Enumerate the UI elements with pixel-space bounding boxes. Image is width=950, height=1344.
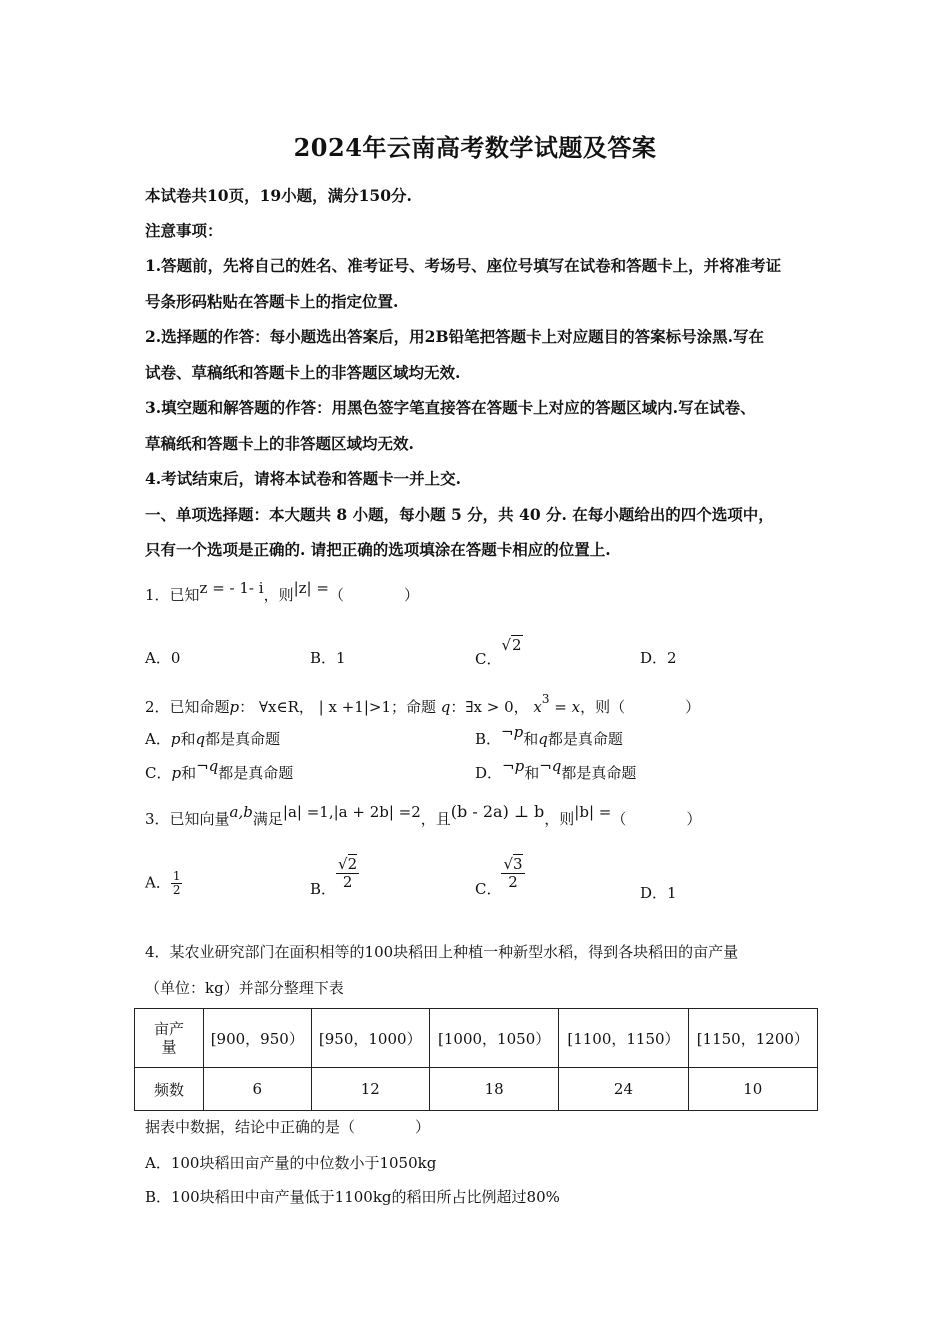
table-row <box>135 1009 818 1068</box>
q2-exp: 3 <box>541 692 550 706</box>
table-cell: [1100，1150） <box>559 1009 688 1068</box>
question-4-prompt: 据表中数据，结论中正确的是（ ） <box>145 1118 431 1136</box>
table-cell: [950，1000） <box>311 1009 429 1068</box>
opt-and: 和 <box>181 764 197 782</box>
q2-option-d <box>475 757 637 783</box>
numerator: √3 <box>503 855 523 873</box>
opt-label: D． <box>475 764 503 782</box>
numerator: √2 <box>338 855 358 873</box>
q2-abs: | x +1|>1 <box>318 698 391 716</box>
q2-p: p <box>229 698 240 716</box>
table-cell: 24 <box>559 1068 688 1111</box>
q3-ask: |b| = <box>574 803 612 821</box>
opt-text: 都是真命题 <box>547 730 623 748</box>
intro-text: 本试卷共10页，19小题，满分150分. <box>145 186 412 205</box>
q3-then: ，则 <box>544 810 575 828</box>
q2-option-b <box>475 723 623 749</box>
table-cell: [1150，1200） <box>688 1009 817 1068</box>
question-4-line-2: （单位：kg）并部分整理下表 <box>145 979 344 997</box>
q1-option-c-value: 2 <box>512 636 522 654</box>
opt-label: B． <box>310 879 337 898</box>
denominator: 2 <box>172 883 181 897</box>
opt-var: q <box>195 730 206 748</box>
q2-eq-rest: = x <box>549 698 581 716</box>
q3-prefix: 3．已知向量 <box>145 810 230 828</box>
q1-option-b: B．1 <box>310 649 346 667</box>
section-heading: 一、单项选择题：本大题共 8 小题，每小题 5 分，共 40 分. 在每小题给出的四个选项中， <box>145 505 774 524</box>
opt-label: B． <box>475 730 502 748</box>
table-cell: 12 <box>311 1068 429 1111</box>
notice-line: 号条形码粘贴在答题卡上的指定位置. <box>145 292 399 311</box>
notice-line: 4.考试结束后，请将本试卷和答题卡一并上交. <box>145 469 462 488</box>
document-title: 2024年云南高考数学试题及答案 <box>293 133 657 162</box>
q3-option-c <box>475 855 525 898</box>
opt-var: ¬q <box>539 757 562 775</box>
q2-colon: ： <box>239 698 255 716</box>
q3-mid: 满足 <box>252 810 283 828</box>
q2-x: x <box>533 698 542 716</box>
q2-prefix: 2．已知命题 <box>145 698 230 716</box>
q2-q: q <box>440 698 451 716</box>
section-heading: 只有一个选项是正确的. 请把正确的选项填涂在答题卡相应的位置上. <box>145 540 611 559</box>
q2-option-c <box>145 757 294 783</box>
table-cell: 10 <box>688 1068 817 1111</box>
fraction <box>336 856 359 891</box>
q3-paren: （ ） <box>611 810 702 828</box>
table-cell: [1000，1050） <box>429 1009 558 1068</box>
q1-option-c-label: C． <box>475 650 502 668</box>
question-3 <box>145 802 702 829</box>
table-cell: [900，950） <box>204 1009 312 1068</box>
denominator: 2 <box>342 873 353 891</box>
denominator: 2 <box>508 873 518 891</box>
sqrt-symbol: √2 <box>501 636 522 654</box>
notice-line: 草稿纸和答题卡上的非答题区域均无效. <box>145 434 414 453</box>
question-4-line-1: 4．某农业研究部门在面积相等的100块稻田上种植一种新型水稻，得到各块稻田的亩产量 <box>145 943 739 961</box>
opt-and: 和 <box>523 730 539 748</box>
q2-tail: ，则（ ） <box>580 698 701 716</box>
yield-table <box>134 1008 818 1111</box>
table-row <box>135 1068 818 1111</box>
q3-vars: a,b <box>229 803 253 821</box>
q3-condition: |a| =1,|a + 2b| =2 <box>282 803 421 821</box>
row-header-text: 亩产量 <box>153 1020 184 1056</box>
q3-option-b <box>310 855 359 898</box>
notice-heading: 注意事项： <box>145 221 223 240</box>
q1-option-c <box>475 634 523 668</box>
radicand: 3 <box>513 855 523 873</box>
opt-and: 和 <box>180 730 196 748</box>
q1-option-a: A．0 <box>145 649 181 667</box>
q2-forall: ∀x∈R， <box>258 698 314 716</box>
opt-text: 都是真命题 <box>561 764 637 782</box>
table-row-header <box>135 1009 204 1068</box>
q4-option-a: A．100块稻田亩产量的中位数小于1050kg <box>145 1154 437 1172</box>
notice-line: 1.答题前，先将自己的姓名、准考证号、考场号、座位号填写在试卷和答题卡上，并将准考证 <box>145 256 782 275</box>
q2-sep: ；命题 <box>390 698 436 716</box>
notice-line: 2.选择题的作答：每小题选出答案后，用2B铅笔把答题卡上对应题目的答案标号涂黑.写在 <box>145 327 764 346</box>
q3-perpendicular: (b - 2a) ⊥ b <box>450 802 545 821</box>
table-cell: 18 <box>429 1068 558 1111</box>
question-2 <box>145 692 700 717</box>
q1-paren: （ ） <box>328 586 419 604</box>
opt-text: 都是真命题 <box>218 764 294 782</box>
opt-var: q <box>538 730 548 748</box>
notice-line: 3.填空题和解答题的作答：用黑色签字笔直接答在答题卡上对应的答题区域内.写在试卷、 <box>145 398 756 417</box>
opt-label: C． <box>145 764 172 782</box>
radicand: 2 <box>347 855 358 873</box>
q3-option-d: D．1 <box>640 884 677 902</box>
table-cell: 6 <box>204 1068 312 1111</box>
q2-exists: ：∃x > 0， <box>450 698 529 716</box>
fraction <box>501 856 524 891</box>
q1-prefix: 1．已知 <box>145 586 200 604</box>
opt-var: p <box>171 764 182 782</box>
opt-text: 都是真命题 <box>205 730 281 748</box>
numerator: 1 <box>172 869 181 883</box>
table-row-header: 频数 <box>135 1068 204 1111</box>
fraction <box>171 870 183 897</box>
opt-var: ¬p <box>501 723 524 741</box>
notice-line: 试卷、草稿纸和答题卡上的非答题区域均无效. <box>145 363 461 382</box>
q3-and: ，且 <box>420 810 451 828</box>
question-1 <box>145 579 419 605</box>
opt-var: p <box>170 730 181 748</box>
opt-var: ¬p <box>502 757 525 775</box>
q2-option-a <box>145 728 280 749</box>
opt-label: A． <box>145 730 171 748</box>
opt-var: ¬q <box>196 757 219 775</box>
opt-label: A． <box>145 873 171 892</box>
q1-expression: z = - 1- i <box>199 579 264 597</box>
q1-option-d: D．2 <box>640 649 677 667</box>
q1-mid: ，则 <box>263 586 294 604</box>
q4-option-b: B．100块稻田中亩产量低于1100kg的稻田所占比例超过80% <box>145 1188 560 1206</box>
q3-option-a <box>145 870 182 897</box>
q1-expression-2: |z| = <box>293 579 329 597</box>
opt-label: C． <box>475 879 502 898</box>
opt-and: 和 <box>524 764 540 782</box>
